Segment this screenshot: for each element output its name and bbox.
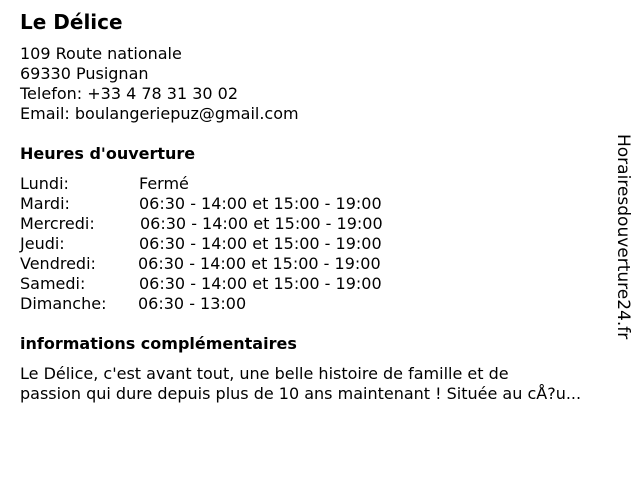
day-label: Jeudi: (20, 234, 65, 253)
day-label: Dimanche: (20, 294, 107, 313)
contact-block (20, 44, 299, 124)
day-label: Mercredi: (20, 214, 95, 233)
address-city: 69330 Pusignan (20, 64, 149, 83)
site-watermark: Horairesdouverture24.fr (613, 134, 633, 340)
info-line: passion qui dure depuis plus de 10 ans maintenant ! Située au cÅ?u... (20, 384, 582, 403)
opening-hours-heading: Heures d'ouverture (20, 144, 196, 163)
day-label: Samedi: (20, 274, 86, 293)
hours-value: 06:30 - 14:00 et 15:00 - 19:00 (138, 254, 381, 273)
info-line: Le Délice, c'est avant tout, une belle histoire de famille et de (20, 364, 509, 383)
hours-value: 06:30 - 14:00 et 15:00 - 19:00 (139, 274, 382, 293)
hours-value: 06:30 - 14:00 et 15:00 - 19:00 (139, 234, 382, 253)
email-address: Email: boulangeriepuz@gmail.com (20, 104, 299, 123)
day-label: Lundi: (20, 174, 69, 193)
hours-value: 06:30 - 13:00 (138, 294, 247, 313)
phone-number: Telefon: +33 4 78 31 30 02 (20, 84, 239, 103)
hours-value: 06:30 - 14:00 et 15:00 - 19:00 (140, 214, 383, 233)
hours-value: Fermé (139, 174, 189, 193)
address-street: 109 Route nationale (20, 44, 182, 63)
day-label: Mardi: (20, 194, 70, 213)
day-label: Vendredi: (20, 254, 96, 273)
hours-value: 06:30 - 14:00 et 15:00 - 19:00 (139, 194, 382, 213)
additional-info-text (20, 364, 632, 404)
additional-info-heading: informations complémentaires (20, 334, 297, 353)
business-name: Le Délice (20, 10, 123, 34)
